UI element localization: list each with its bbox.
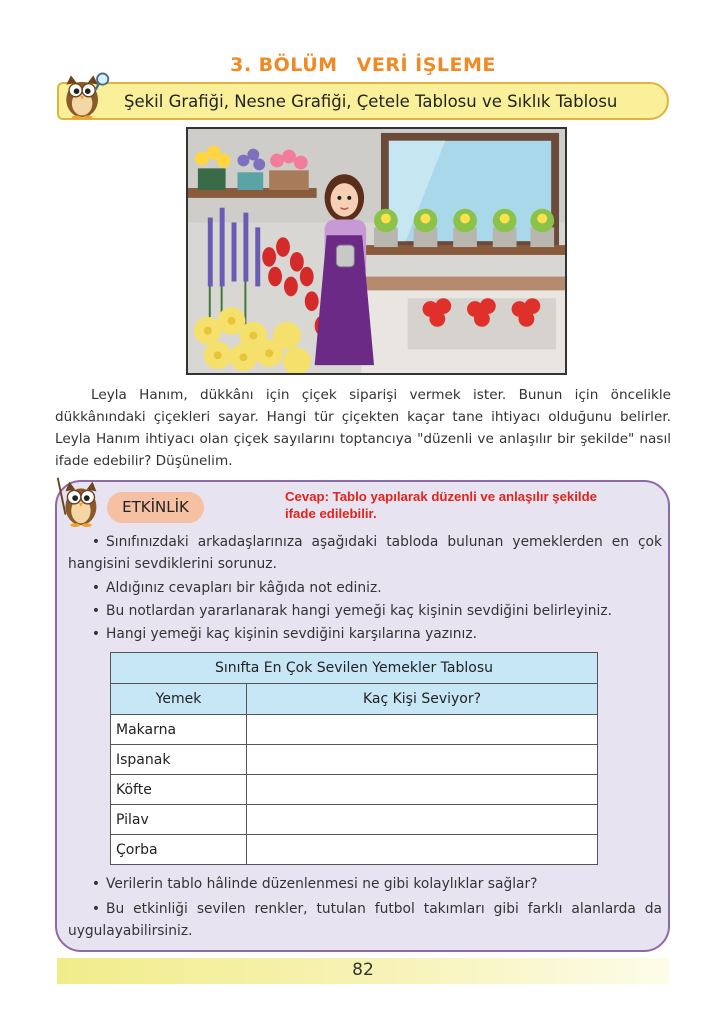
activity-bullet-1: • Sınıfınızdaki arkadaşlarınıza aşağıdaki tabloda bulunan yemeklerden en çok hangisini sevdiklerini sorunuz. [68, 534, 662, 572]
answer-line-2: ifade edilebilir. [285, 506, 377, 521]
food-cell: Çorba [111, 835, 247, 865]
column-header-food: Yemek [111, 684, 247, 715]
table-row [111, 775, 598, 805]
count-cell[interactable] [247, 835, 598, 865]
intro-text: Leyla Hanım, dükkânı için çiçek siparişi vermek ister. Bunun için öncelikle dükkânındaki çiçekleri sayar. Hangi tür çiçekten kaçar tane ihtiyacı olduğunu belirler. Leyla Hanım ihtiyacı olan çiçek sayılarını toptancıya "düzenli ve anlaşılır bir şekilde" nasıl ifade edebilir? Düşünelim. [55, 387, 671, 469]
chapter-number: 3. BÖLÜM [230, 54, 338, 76]
table-row [111, 715, 598, 745]
owl-mascot-icon [56, 66, 112, 122]
activity-bullet-3: • Bu notlardan yararlanarak hangi yemeği kaç kişinin sevdiğini belirleyiniz. [91, 603, 612, 619]
count-cell[interactable] [247, 775, 598, 805]
activity-bullet-2: • Aldığınız cevapları bir kâğıda not ediniz. [91, 580, 382, 596]
subtitle-banner [57, 82, 669, 120]
table-caption: Sınıfta En Çok Sevilen Yemekler Tablosu [111, 653, 598, 684]
food-cell: Pilav [111, 805, 247, 835]
answer-line-1: Cevap: Tablo yapılarak düzenli ve anlaşılır şekilde [285, 489, 597, 504]
column-header-count: Kaç Kişi Seviyor? [247, 684, 598, 715]
table-row [111, 745, 598, 775]
intro-paragraph [55, 384, 671, 472]
closing-bullet-2: • Bu etkinliği sevilen renkler, tutulan futbol takımları gibi farklı alanlarda da uygulayabilirsiniz. [68, 901, 662, 939]
food-cell: Ispanak [111, 745, 247, 775]
activity-badge: ETKİNLİK [107, 492, 204, 523]
count-cell[interactable] [247, 745, 598, 775]
table-row [111, 805, 598, 835]
activity-bullet-4: • Hangi yemeği kaç kişinin sevdiğini karşılarına yazınız. [91, 626, 477, 642]
chapter-name: VERİ İŞLEME [356, 54, 496, 76]
favorite-food-table [110, 652, 598, 865]
owl-teacher-icon [50, 472, 108, 530]
food-cell: Makarna [111, 715, 247, 745]
count-cell[interactable] [247, 805, 598, 835]
food-cell: Köfte [111, 775, 247, 805]
table-row [111, 835, 598, 865]
count-cell[interactable] [247, 715, 598, 745]
flower-shop-illustration [186, 127, 567, 375]
closing-bullet-1: • Verilerin tablo hâlinde düzenlenmesi ne gibi kolaylıklar sağlar? [91, 876, 538, 892]
answer-note [285, 488, 645, 522]
subtitle-text: Şekil Grafiği, Nesne Grafiği, Çetele Tablosu ve Sıklık Tablosu [124, 92, 618, 111]
page-number: 82 [352, 960, 374, 980]
